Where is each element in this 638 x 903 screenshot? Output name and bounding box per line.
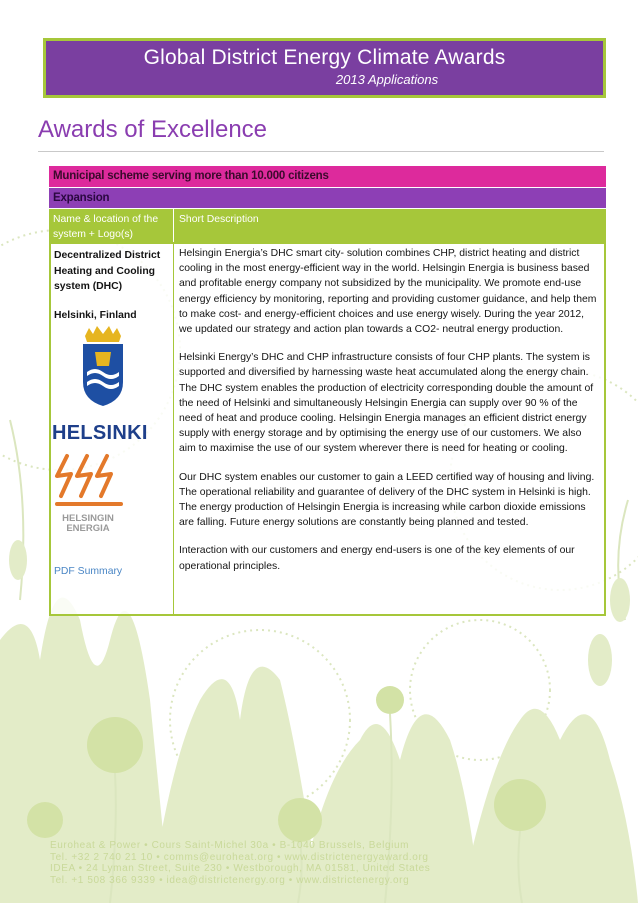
description-paragraph-1: Helsingin Energia’s DHC smart city- solution combines CHP, district heating and district cooling in the most energy-efficient way in the world. Helsingin Energia is business based and profitable energy company not subsidized by the municipality. We promote end-use energy efficiency by monitoring, reporting and providing customer guidance, and help them to make cost- and energy-efficient choices and use energy wisely. During the year 2012, we updated our strategy and action plan towards a CO2- neutral energy production. bbox=[179, 248, 597, 336]
description-cell bbox=[173, 244, 604, 614]
header-banner bbox=[43, 38, 606, 98]
description-paragraph-3: Our DHC system enables our customer to gain a LEED certified way of housing and living. The operational reliability and guarantee of delivery of the DHC system in Helsinki is high. The energy production of Helsingin Energia is increasing while carbon dioxide emissions are falling. Future energy solutions are constantly being planned and tested. bbox=[179, 471, 595, 529]
subcategory-row: Expansion bbox=[49, 188, 606, 209]
footer-line-4: Tel. +1 508 366 9339 • idea@districtenergy.org • www.districtenergy.org bbox=[50, 874, 410, 886]
col-header-description: Short Description bbox=[173, 209, 606, 242]
footer-contact bbox=[50, 840, 430, 886]
award-table bbox=[49, 166, 606, 616]
table-header-row bbox=[49, 209, 606, 244]
table-row bbox=[49, 244, 606, 616]
system-name: Decentralized District Heating and Cooling system (DHC) bbox=[54, 250, 161, 292]
footer-line-1: Euroheat & Power • Cours Saint-Michel 30a • B-1040 Brussels, Belgium bbox=[50, 840, 410, 851]
description-paragraph-4: Interaction with our customers and energy end-users is one of the key elements of our operational principles. bbox=[179, 545, 575, 572]
helsingin-energia-logo-icon bbox=[53, 452, 125, 512]
description-paragraph-2: Helsinki Energy’s DHC and CHP infrastructure consists of four CHP plants. The system is supported and diversified by harnessing waste heat accumulated along the energy chain. The DHC system enables the production of electricity corresponding double the amount of the need of Helsinki and simultaneously Helsingin Energia can supply over 90 % of the need of heat and produce cooling. Helsingin Energia manages an efficient district energy supply with energy storage and by optimising the energy use of our customers. We also aim to maximise the use of our system wherever there is need for heating or cooling. bbox=[179, 352, 594, 455]
system-location: Helsinki, Finland bbox=[54, 309, 137, 321]
col-header-name: Name & location of the system + Logo(s) bbox=[53, 214, 159, 240]
page-title: Awards of Excellence bbox=[38, 116, 268, 143]
helsinki-logo-text: HELSINKI bbox=[52, 422, 148, 444]
title-divider bbox=[38, 151, 604, 152]
system-cell bbox=[51, 244, 173, 614]
helsingin-energia-logo-text: HELSINGIN ENERGIA bbox=[62, 513, 114, 534]
footer-line-3: IDEA • 24 Lyman Street, Suite 230 • Westborough, MA 01581, United States bbox=[50, 863, 431, 874]
banner-subtitle: 2013 Applications bbox=[335, 72, 439, 87]
helsinki-coat-of-arms-icon bbox=[79, 322, 127, 408]
category-row: Municipal scheme serving more than 10.000 citizens bbox=[49, 166, 606, 188]
banner-title: Global District Energy Climate Awards bbox=[143, 46, 506, 69]
footer-line-2: Tel. +32 2 740 21 10 • comms@euroheat.org • www.districtenergyaward.org bbox=[50, 851, 429, 863]
pdf-summary-link[interactable]: PDF Summary bbox=[54, 566, 123, 577]
